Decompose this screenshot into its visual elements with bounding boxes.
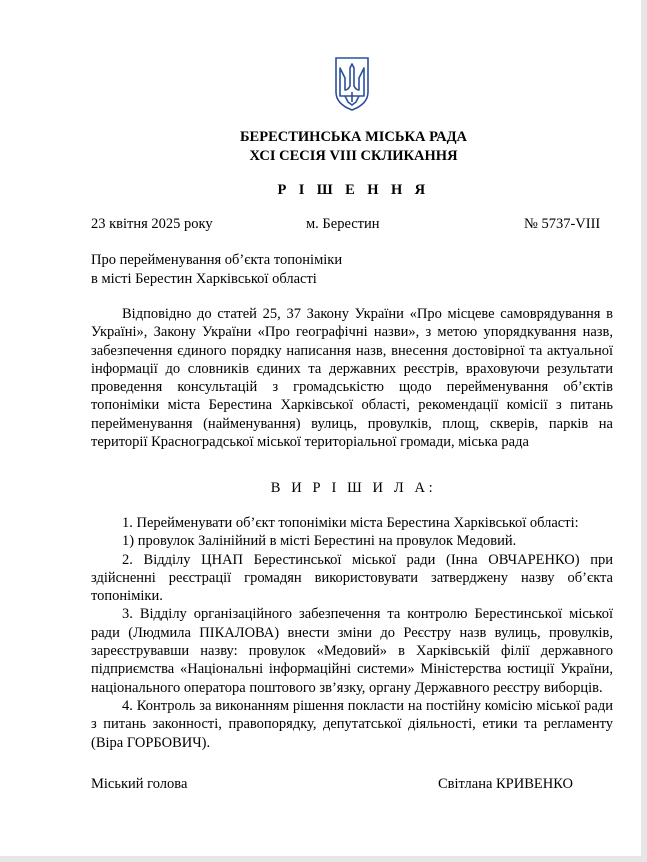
decision-item: 1. Перейменувати об’єкт топоніміки міста Берестина Харківської області: — [122, 515, 579, 531]
signature-name: Світлана КРИВЕНКО — [438, 776, 574, 792]
decision-subject — [91, 251, 342, 289]
decision-item: 1) провулок Залінійний в місті Берестині на провулок Медовий. — [122, 533, 517, 550]
preamble-text: Відповідно до статей 25, 37 Закону України «Про місцеве самоврядування в Україні», Закону України «Про географічні назви», з метою упорядкування назв, забезпечення єдиного порядку написання назв, внесення достовірної та актуальної інформації до словників єдиних та державних реєстрів, враховуючи результати проведення консультацій з громадськістю щодо перейменування об’єктів топоніміки міста Берестина Харківської області, рекомендації комісії з питань перейменування (найменування) вулиць, провулків, площ, скверів, парків на території Красноградської міської територіальної громади, міська рада — [91, 306, 613, 451]
signature-position: Міський голова — [91, 776, 188, 792]
preamble — [91, 305, 613, 451]
document-type: Р І Ш Е Н Н Я — [277, 182, 430, 198]
subject-line-2: в місті Берестин Харківської області — [91, 271, 317, 287]
council-name: БЕРЕСТИНСЬКА МІСЬКА РАДА — [239, 129, 468, 145]
decision-item: 4. Контроль за виконанням рішення покласти на постійну комісію міської ради з питань законності, правопорядку, депутатської діяльності, етики та регламенту (Віра ГОРБОВИЧ). — [91, 697, 613, 751]
resolved-heading: В И Р І Ш И Л А: — [270, 480, 437, 496]
decision-city: м. Берестин — [306, 216, 380, 232]
decision-items — [91, 514, 613, 752]
decision-item: 2. Відділу ЦНАП Берестинської міської ради (Інна ОВЧАРЕНКО) при здійсненні реєстрації громадян використовувати затверджену назву об’єкта топоніміки. — [91, 551, 613, 605]
decision-date: 23 квітня 2025 року — [91, 216, 213, 232]
session-title: ХСІ СЕСІЯ VIII СКЛИКАННЯ — [249, 148, 458, 164]
decision-number: № 5737-VIII — [524, 216, 601, 232]
trident-icon — [332, 56, 372, 112]
subject-line-1: Про перейменування об’єкта топоніміки — [91, 252, 343, 268]
decision-item: 3. Відділу організаційного забезпечення та контролю Берестинської міської ради (Людмила ПІКАЛОВА) внести зміни до Реєстру назв вулиць, провулків, зареєструвавши назву: провулок «Медовий» в Харківській філії державного підприємства «Національні інформаційні системи» Міністерства юстиції України, національного оператора поштового зв’язку, органу Державного реєстру виборців. — [91, 606, 613, 696]
